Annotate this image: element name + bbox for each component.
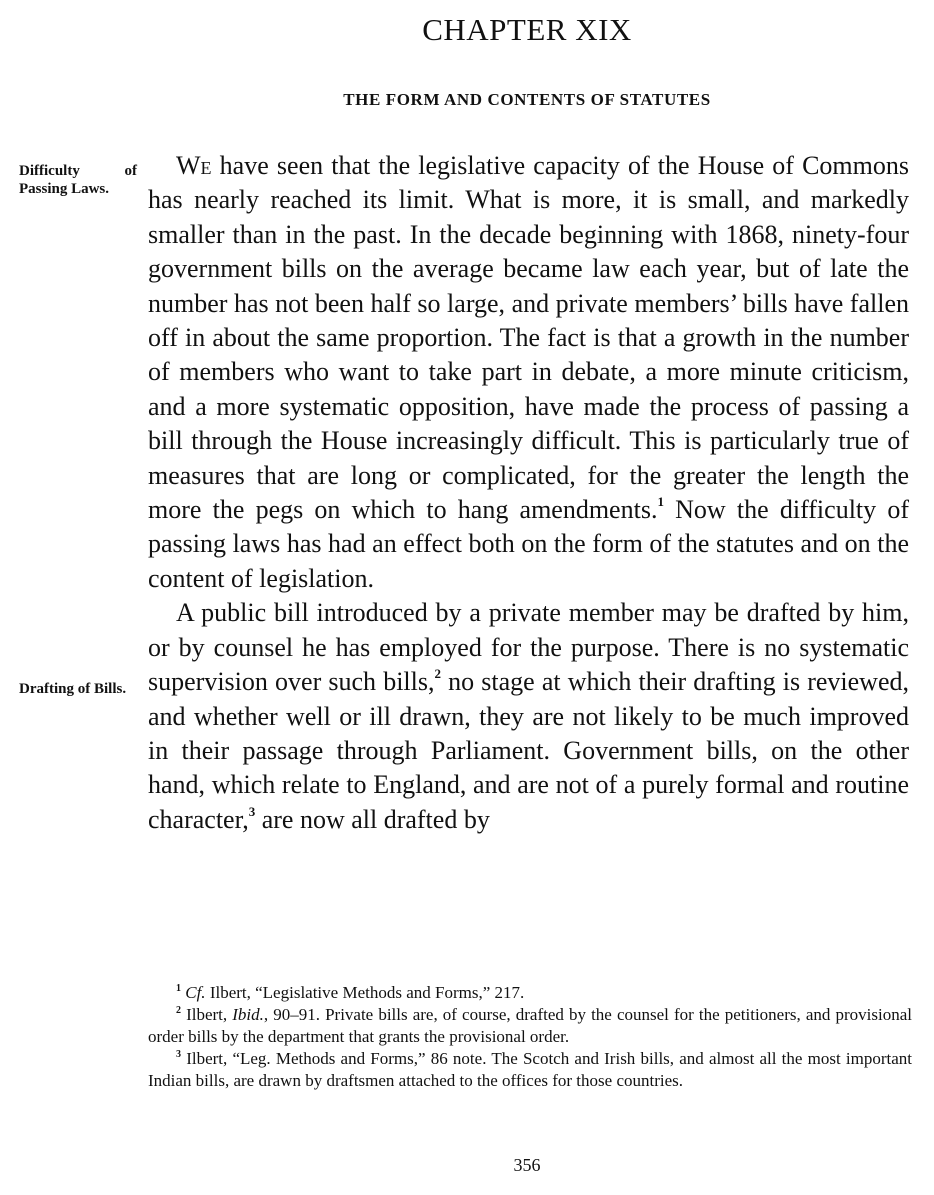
footnote-2-ibid: Ibid. [232,1005,264,1024]
margin-note-difficulty: Difficulty of Passing Laws. [19,163,137,197]
footnote-ref-1: 1 [657,494,664,510]
footnote-ref-2: 2 [434,666,441,682]
footnote-2-number: 2 [176,1005,181,1016]
paragraph-2-text-a: A public bill introduced by a private member may be drafted by him, or by counsel he has employed for the purpose. There is no systematic supervision over such bills, [148,598,909,697]
footnote-3-text: Ilbert, “Leg. Methods and Forms,” 86 note. The Scotch and Irish bills, and almost all the most important Indian bills, are drawn by draftsmen attached to the offices for those countries. [148,1049,912,1090]
footnote-2 [148,1004,912,1048]
footnotes [148,982,912,1092]
page-number: 356 [513,1155,541,1175]
paragraph-2-text-c: are now all drafted by [255,804,490,834]
paragraph-2-text-b: no stage at which their drafting is reviewed, and whether well or ill drawn, they are not likely to be much improved in their passage through Parliament. Government bills, on the other hand, which relate to England, and are not of a purely formal and routine character, [148,667,909,834]
chapter-subtitle: THE FORM AND CONTENTS OF STATUTES [343,90,711,109]
footnote-1-number: 1 [176,983,181,994]
margin-note-drafting: Drafting of Bills. [19,681,127,697]
footnote-1-text: Ilbert, “Legislative Methods and Forms,” 217. [205,983,525,1002]
footnote-1-cf: Cf. [185,983,206,1002]
paragraph-1-text-b: Now the difficulty of passing laws has had an effect both on the form of the statutes and on the content of legislation. [148,495,909,593]
footnote-2-text-b: , 90–91. Private bills are, of course, drafted by the counsel for the petitioners, and provisional order bills by the department that grants the provisional order. [148,1005,912,1046]
paragraph-1-text-a: have seen that the legislative capacity of the House of Commons has nearly reached its limit. What is more, it is small, and markedly smaller than in the past. In the decade beginning with 1868, ninety-four government bills on the average became law each year, but of late the number has not been half so large, and private members’ bills have fallen off in about the same proportion. The fact is that a growth in the number of members who want to take part in debate, a more minute criticism, and a more systematic opposition, have made the process of passing a bill through the House increasingly difficult. This is particularly true of measures that are long or complicated, for the greater the length the more the pegs on which to hang amendments. [148,151,909,525]
footnote-3-number: 3 [176,1049,181,1060]
footnote-3 [148,1048,912,1092]
drop-word: We [176,151,212,180]
footnote-1 [148,982,912,1004]
footnote-2-text-a: Ilbert, [181,1005,233,1024]
footnote-ref-3: 3 [248,803,256,819]
body-text [148,149,909,837]
paragraph-2 [148,596,909,837]
paragraph-1 [148,149,909,596]
chapter-title: CHAPTER XIX [422,12,632,47]
